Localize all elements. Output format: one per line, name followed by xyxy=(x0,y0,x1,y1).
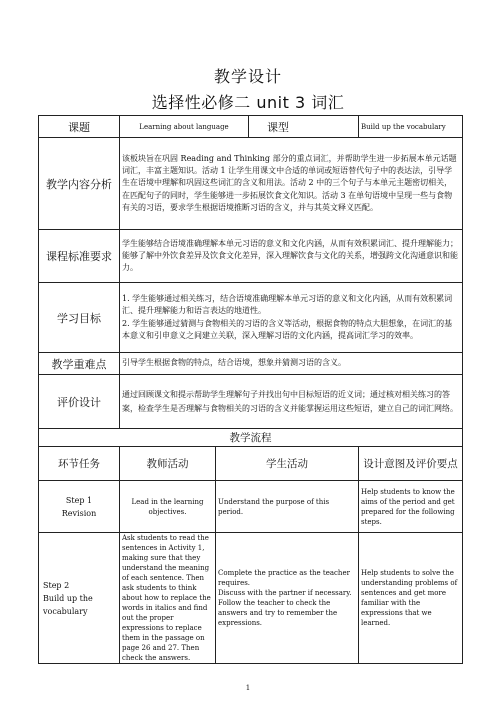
section-row xyxy=(39,283,463,353)
topic-row xyxy=(39,116,463,138)
teacher-cell: Lead in the learning objectives. xyxy=(120,481,216,533)
flow-row xyxy=(39,533,463,664)
stage-cell: Step 2 Build up the vocabulary xyxy=(39,533,120,664)
intent-cell: Help students to know the aims of the period and get prepared for the following steps. xyxy=(359,481,463,533)
section-label: 教学内容分析 xyxy=(39,138,120,230)
section-row xyxy=(39,353,463,375)
lesson-type-label: 课型 xyxy=(249,116,359,138)
doc-subtitle: 选择性必修二 unit 3 词汇 xyxy=(151,93,345,112)
intent-cell: Help students to solve the understanding problems of sentences and get more familiar with the expressions that we learned. xyxy=(359,533,463,664)
lesson-type-value: Build up the vocabulary xyxy=(359,116,463,138)
section-row xyxy=(39,138,463,230)
section-label: 教学重难点 xyxy=(39,353,120,375)
flow-title-row xyxy=(39,429,463,447)
stage-cell: Step 1 Revision xyxy=(39,481,120,533)
page-number: 1 xyxy=(245,684,251,692)
student-cell: Complete the practice as the teacher requires. Discuss with the partner if necessary. Follow the teacher to check the answers and try to remember the expressions. xyxy=(216,533,359,664)
section-text: 该板块旨在巩固 Reading and Thinking 部分的重点词汇，并帮助学生进一步拓展本单元话题词汇，丰富主题知识。活动 1 让学生用课文中合适的单词或短语替代句子中的表达法，引导学生在语境中理解和巩固这些词汇的含义和用法。活动 2 中的三个句子与本单元主题密切相关，在匹配句子的同时，学生能够进一步拓展饮食文化知识。活动 3 在单句语境中呈现一些与食物有关的习语，要求学生根据语境推断习语的含义，并与其英文释义匹配。 xyxy=(120,138,463,230)
section-text: 学生能够结合语境准确理解本单元习语的意义和文化内涵，从而有效积累词汇、提升理解能力；能够了解中外饮食差异及饮食文化差异，深入理解饮食与文化的关系，增强跨文化沟通意识和能力。 xyxy=(120,230,463,283)
student-cell: Understand the purpose of this period. xyxy=(216,481,359,533)
header-intent: 设计意图及评价要点 xyxy=(359,447,463,481)
section-label: 课程标准要求 xyxy=(39,230,120,283)
flow-title: 教学流程 xyxy=(39,429,463,447)
section-label: 评价设计 xyxy=(39,375,120,429)
section-row xyxy=(39,230,463,283)
section-label: 学习目标 xyxy=(39,283,120,353)
topic-value: Learning about language xyxy=(120,116,249,138)
section-text: 1. 学生能够通过相关练习，结合语境准确理解本单元习语的意义和文化内涵，从而有效积累词汇、提升理解能力和语言表达的地道性。 2. 学生能够通过猜测与食物相关的习语的含义等活动，根据食物的特点大胆想象，在词汇的基本意义和引申意义之间建立关联，深入理解习语的文化内涵，提高词汇学习的效率。 xyxy=(120,283,463,353)
header-stage: 环节任务 xyxy=(39,447,120,481)
section-row xyxy=(39,375,463,429)
section-text: 引导学生根据食物的特点，结合语境，想象并猜测习语的含义。 xyxy=(120,353,463,375)
header-student: 学生活动 xyxy=(216,447,359,481)
flow-header-row xyxy=(39,447,463,481)
doc-title: 教学设计 xyxy=(213,67,282,86)
lesson-plan-table xyxy=(38,115,463,664)
flow-row xyxy=(39,481,463,533)
header-teacher: 教师活动 xyxy=(120,447,216,481)
section-text: 通过回顾课文和提示帮助学生理解句子并找出句中目标短语的近义词；通过核对相关练习的答案，检查学生是否理解与食物相关的习语的含义并能掌握运用这些短语，建立自己的词汇网络。 xyxy=(120,375,463,429)
teacher-cell: Ask students to read the sentences in Activity 1, making sure that they understand the meaning of each sentence. Then ask students to think about how to replace the words in italics and find out the proper expressions to replace them in the passage on page 26 and 27. Then check the answers. xyxy=(120,533,216,664)
topic-label: 课题 xyxy=(39,116,120,138)
